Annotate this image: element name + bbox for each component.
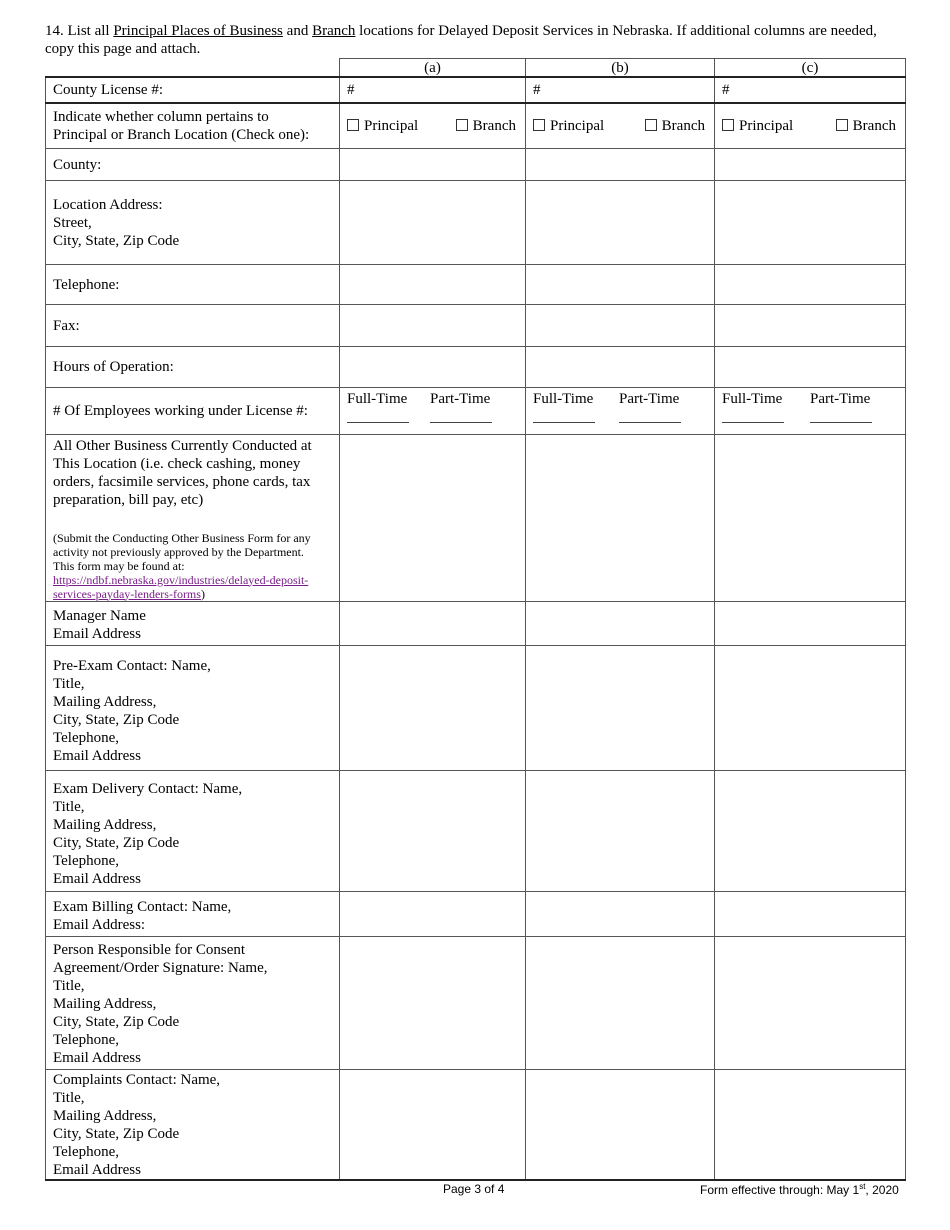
exam-delivery-field-a[interactable]: [340, 771, 526, 892]
other-business-field-c[interactable]: [715, 435, 906, 602]
telephone-field-c[interactable]: [715, 265, 906, 305]
exam-delivery-field-c[interactable]: [715, 771, 906, 892]
county-field-b[interactable]: [526, 149, 715, 181]
hours-field-a[interactable]: [340, 347, 526, 388]
address-field-b[interactable]: [526, 181, 715, 265]
row-label: Complaints Contact: Name, Title, Mailing Address, City, State, Zip Code Telephone, Email Address: [46, 1070, 340, 1181]
row-pre-exam-contact: [46, 646, 906, 771]
locations-table: [45, 58, 906, 1181]
row-label: Person Responsible for Consent Agreement/Order Signature: Name, Title, Mailing Address, City, State, Zip Code Telephone, Email Address: [46, 937, 340, 1070]
row-county-license: [46, 77, 906, 103]
employees-c: Full-Time Part-Time: [715, 388, 906, 435]
row-label: Telephone:: [46, 265, 340, 305]
row-other-business: [46, 435, 906, 602]
address-field-c[interactable]: [715, 181, 906, 265]
manager-field-c[interactable]: [715, 602, 906, 646]
license-field-a[interactable]: #: [340, 77, 526, 103]
branch-checkbox-b[interactable]: Branch: [645, 117, 705, 135]
exam-delivery-field-b[interactable]: [526, 771, 715, 892]
row-label: All Other Business Currently Conducted at This Location (i.e. check cashing, money orders, facsimile services, phone cards, tax preparation, bill pay, etc) (Submit the Conducting Other Business Form for any activity not previously approved by the Department. This form may be found at: https://ndbf.nebraska.gov/industries/delayed-deposit- services-payday-lenders-forms): [46, 435, 340, 602]
telephone-field-a[interactable]: [340, 265, 526, 305]
row-exam-billing-contact: [46, 892, 906, 937]
question-number: 14.: [45, 23, 64, 39]
row-label: County License #:: [46, 77, 340, 103]
hours-field-b[interactable]: [526, 347, 715, 388]
location-type-b: [526, 103, 715, 149]
column-header-b: (b): [526, 59, 715, 78]
row-label: Hours of Operation:: [46, 347, 340, 388]
principal-places-term: Principal Places of Business: [113, 23, 283, 39]
column-header-row: [46, 59, 906, 78]
address-field-a[interactable]: [340, 181, 526, 265]
row-label: # Of Employees working under License #:: [46, 388, 340, 435]
form-effective-date: Form effective through: May 1st, 2020: [700, 1182, 899, 1197]
pre-exam-field-a[interactable]: [340, 646, 526, 771]
forms-link[interactable]: https://ndbf.nebraska.gov/industries/delayed-deposit-: [53, 572, 309, 587]
row-location-address: [46, 181, 906, 265]
row-label: Fax:: [46, 305, 340, 347]
branch-checkbox-a[interactable]: Branch: [456, 117, 516, 135]
row-complaints-contact: [46, 1070, 906, 1181]
telephone-field-b[interactable]: [526, 265, 715, 305]
row-county: [46, 149, 906, 181]
row-label: Location Address: Street, City, State, Zip Code: [46, 181, 340, 265]
row-hours: [46, 347, 906, 388]
principal-checkbox-c[interactable]: Principal: [722, 117, 793, 135]
employees-a: Full-Time Part-Time: [340, 388, 526, 435]
row-fax: [46, 305, 906, 347]
county-field-c[interactable]: [715, 149, 906, 181]
complaints-field-a[interactable]: [340, 1070, 526, 1181]
manager-field-a[interactable]: [340, 602, 526, 646]
row-label: Exam Delivery Contact: Name, Title, Mailing Address, City, State, Zip Code Telephone, Email Address: [46, 771, 340, 892]
row-telephone: [46, 265, 906, 305]
checkbox-icon[interactable]: [645, 119, 657, 131]
county-field-a[interactable]: [340, 149, 526, 181]
row-manager: [46, 602, 906, 646]
manager-field-b[interactable]: [526, 602, 715, 646]
row-label: Manager Name Email Address: [46, 602, 340, 646]
row-location-type: [46, 103, 906, 149]
full-time-field-b[interactable]: [533, 410, 595, 423]
part-time-field-b[interactable]: [619, 410, 681, 423]
branch-term: Branch: [312, 23, 356, 39]
question-14-intro: 14. List all Principal Places of Business and Branch locations for Delayed Deposit Services in Nebraska. If additional columns are needed, copy this page and attach.: [45, 23, 877, 57]
other-business-field-a[interactable]: [340, 435, 526, 602]
row-label: County:: [46, 149, 340, 181]
checkbox-icon[interactable]: [456, 119, 468, 131]
principal-checkbox-a[interactable]: Principal: [347, 117, 418, 135]
location-type-a: [340, 103, 526, 149]
principal-checkbox-b[interactable]: Principal: [533, 117, 604, 135]
other-business-note: (Submit the Conducting Other Business Form for any activity not previously approved by the Department. This form may be found at: https://ndbf.nebraska.gov/industries/delayed-deposit- services-payday-lenders-forms): [53, 530, 311, 601]
part-time-field-a[interactable]: [430, 410, 492, 423]
hours-field-c[interactable]: [715, 347, 906, 388]
row-label: Pre-Exam Contact: Name, Title, Mailing Address, City, State, Zip Code Telephone, Email Address: [46, 646, 340, 771]
corner-cell: [46, 59, 340, 78]
consent-field-b[interactable]: [526, 937, 715, 1070]
row-label: Indicate whether column pertains to Principal or Branch Location (Check one):: [46, 103, 340, 149]
column-header-c: (c): [715, 59, 906, 78]
full-time-field-a[interactable]: [347, 410, 409, 423]
license-field-b[interactable]: #: [526, 77, 715, 103]
part-time-field-c[interactable]: [810, 410, 872, 423]
other-business-field-b[interactable]: [526, 435, 715, 602]
license-field-c[interactable]: #: [715, 77, 906, 103]
forms-link-continued[interactable]: services-payday-lenders-forms: [53, 586, 201, 601]
row-label: Exam Billing Contact: Name, Email Address:: [46, 892, 340, 937]
fax-field-c[interactable]: [715, 305, 906, 347]
exam-billing-field-a[interactable]: [340, 892, 526, 937]
branch-checkbox-c[interactable]: Branch: [836, 117, 896, 135]
fax-field-b[interactable]: [526, 305, 715, 347]
full-time-field-c[interactable]: [722, 410, 784, 423]
checkbox-icon[interactable]: [533, 119, 545, 131]
exam-billing-field-b[interactable]: [526, 892, 715, 937]
row-exam-delivery-contact: [46, 771, 906, 892]
checkbox-icon[interactable]: [836, 119, 848, 131]
pre-exam-field-b[interactable]: [526, 646, 715, 771]
exam-billing-field-c[interactable]: [715, 892, 906, 937]
page-number: Page 3 of 4: [443, 1182, 505, 1196]
row-consent-signature-contact: [46, 937, 906, 1070]
complaints-field-b[interactable]: [526, 1070, 715, 1181]
complaints-field-c[interactable]: [715, 1070, 906, 1181]
checkbox-icon[interactable]: [347, 119, 359, 131]
consent-field-a[interactable]: [340, 937, 526, 1070]
column-header-a: (a): [340, 59, 526, 78]
pre-exam-field-c[interactable]: [715, 646, 906, 771]
location-type-c: [715, 103, 906, 149]
fax-field-a[interactable]: [340, 305, 526, 347]
row-employees: [46, 388, 906, 435]
consent-field-c[interactable]: [715, 937, 906, 1070]
employees-b: Full-Time Part-Time: [526, 388, 715, 435]
checkbox-icon[interactable]: [722, 119, 734, 131]
